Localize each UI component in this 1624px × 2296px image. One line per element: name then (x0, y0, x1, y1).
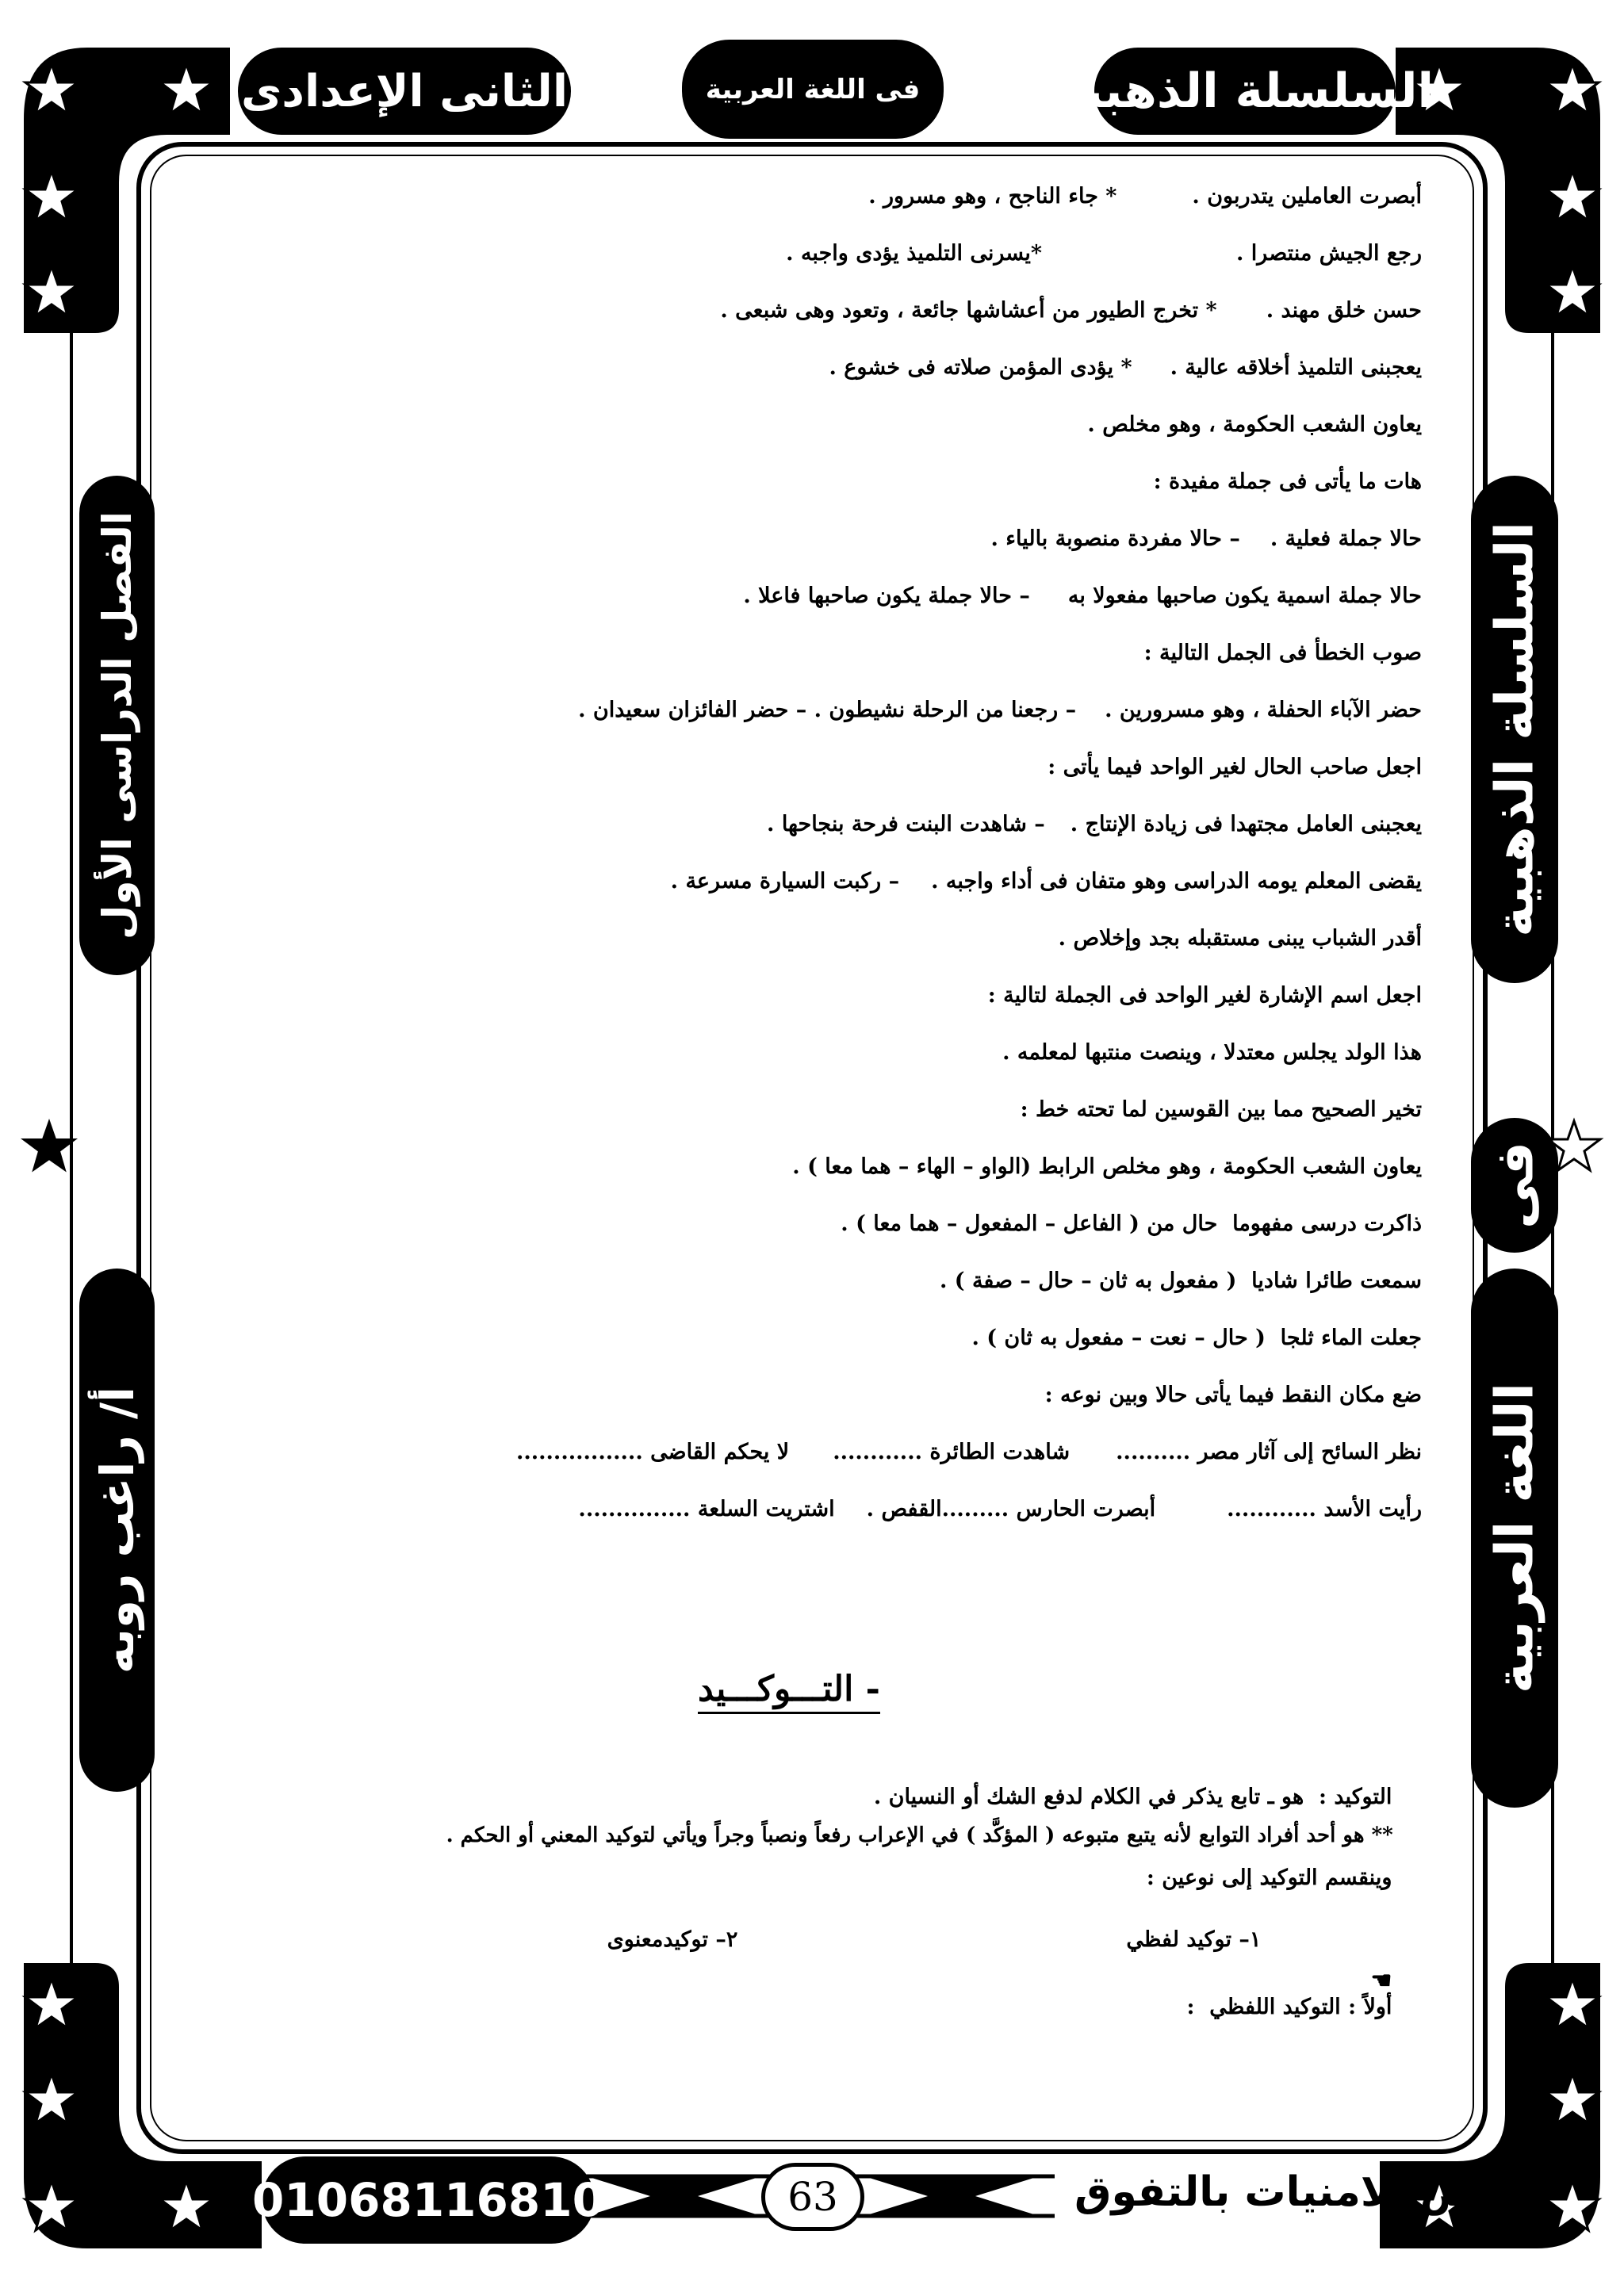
line-segment: – حالا جملة يكون صاحبها فاعلا . (743, 584, 1030, 608)
exercise-line (671, 869, 1422, 894)
exercise-line (743, 584, 1422, 608)
sidebar-term-badge (79, 476, 155, 975)
line-segment: * تخرج الطيور من أعشاشها جائعة ، وتعود وهى شبعى . (720, 298, 1217, 323)
sidebar-subject-badge (1471, 1269, 1558, 1808)
header-grade-text: الثانى الإعدادى (240, 65, 569, 117)
exercise-line (578, 1497, 1422, 1521)
section-heading: - التـــوكـــيد (698, 1669, 880, 1709)
exercise-line (1002, 1040, 1422, 1065)
exercise-line (1059, 926, 1422, 951)
footer-wishes-text: خالص الامنيات بالتفوق (1074, 2168, 1537, 2216)
note-text: ** هو أحد أفراد التوابع لأنه يتبع متبوعه ( المؤكَّد ) في الإعراب رفعاً ونصباً وجراً ويأتي لتوكيد المعني أو الحكم . (446, 1823, 1393, 1847)
footer-phone-badge (252, 2156, 604, 2244)
exercise-line (990, 526, 1422, 551)
exercise-line (1021, 1097, 1422, 1122)
sidebar-term-text: الفصل الدراسى الأول (94, 511, 140, 939)
line-segment: حالا جملة فعلية . (1270, 526, 1422, 551)
line-segment: صوب الخطأ فى الجمل التالية : (1143, 641, 1422, 665)
line-segment: يعاون الشعب الحكومة ، وهو مخلص الرابط (الواو – الهاء – هما معا ) . (792, 1154, 1422, 1179)
header-subject-badge (682, 40, 944, 139)
type2-text: ٢– توكيدمعنوى (607, 1927, 738, 1952)
line-segment: * يؤدى المؤمن صلاته فى خشوع . (829, 355, 1132, 380)
footer-phone-text: 01068116810 (252, 2173, 604, 2227)
header-series-badge (1055, 48, 1434, 135)
exercise-line (1087, 412, 1422, 437)
exercise-line (1144, 641, 1422, 665)
definition-text: التوكيد : هو ـ تابع يذكر في الكلام لدفع الشك أو النسيان . (873, 1785, 1392, 1809)
exercise-line (829, 355, 1422, 380)
line-segment: لا يحكم القاضى ................. (515, 1440, 790, 1464)
line-segment: *يسرنى التلميذ يؤدى واجبه . (786, 241, 1042, 266)
first-line (1187, 1942, 1422, 2044)
footer-page-number-badge (761, 2163, 864, 2231)
line-segment: اشتريت السلعة ............... (578, 1497, 835, 1521)
line-segment: اجعل اسم الإشارة لغير الواحد فى الجملة لتالية : (987, 983, 1422, 1008)
line-segment: يقضى المعلم يومه الدراسى وهو متفان فى أداء واجبه . (931, 869, 1422, 894)
line-segment: رجع الجيش منتصرا . (1236, 241, 1422, 266)
exercise-line (1045, 1383, 1422, 1407)
sidebar-in-text: فى (1484, 1142, 1545, 1229)
sidebar-subject-text: اللغة العربية (1484, 1382, 1545, 1694)
exercise-line (786, 241, 1422, 266)
line-segment: حالا جملة اسمية يكون صاحبها مفعولا به (1067, 584, 1422, 608)
sidebar-author-badge (79, 1269, 155, 1792)
header-grade-badge (238, 48, 571, 135)
exercise-line (516, 1440, 1422, 1464)
line-segment: رأيت الأسد ............ (1227, 1497, 1422, 1521)
line-segment: يعاون الشعب الحكومة ، وهو مخلص . (1087, 412, 1422, 437)
line-segment: – رجعنا من الرحلة نشيطون . – حضر الفائزان سعيدان . (578, 698, 1077, 722)
line-segment: تخير الصحيح مما بين القوسين لما تحته خط : (1020, 1097, 1422, 1122)
sidebar-series-badge (1471, 476, 1558, 983)
line-segment: ذاكرت درسى مفهوما حال من ( الفاعل – المفعول – هما معا ) . (841, 1211, 1422, 1236)
division-text: وينقسم التوكيد إلى نوعين : (1146, 1866, 1392, 1890)
exercise-line (971, 1326, 1422, 1350)
line-segment: – حالا مفردة منصوبة بالياء . (990, 526, 1240, 551)
sidebar-series-text: السلسلة الذهبية (1484, 522, 1545, 937)
type1-text: ١– توكيد لفظي (1126, 1927, 1262, 1952)
exercise-line (940, 1269, 1422, 1293)
header-subject-text: فى اللغة العربية (705, 73, 921, 105)
line-segment: نظر السائح إلى آثار مصر .......... (1116, 1440, 1422, 1464)
exercise-line (792, 1154, 1422, 1179)
exercise-line (841, 1211, 1422, 1236)
exercise-line (868, 184, 1422, 209)
line-segment: حضر الآباء الحفلة ، وهو مسرورين . (1105, 698, 1422, 722)
line-segment: شاهدت الطائرة ............ (833, 1440, 1071, 1464)
exercise-line (767, 812, 1422, 836)
line-segment: يعجبنى العامل مجتهدا فى زيادة الإنتاج . (1070, 812, 1422, 836)
line-segment: يعجبنى التلميذ أخلاقه عالية . (1170, 355, 1422, 380)
line-segment: سمعت طائرا شاديا ( مفعول به ثان – حال – صفة ) . (939, 1269, 1422, 1293)
line-segment: ضع مكان النقط فيما يأتى حالا وبين نوعه : (1044, 1383, 1422, 1407)
line-segment: حسن خلق مهند . (1266, 298, 1422, 323)
header-series-text: السلسلة الذهبية (1055, 63, 1434, 119)
line-segment: أبصرت العاملين يتدربون . (1192, 184, 1422, 209)
exercise-line (1154, 469, 1422, 494)
footer-wishes (1074, 2168, 1537, 2216)
line-segment: أقدر الشباب يبنى مستقبله بجد وإخلاص . (1058, 926, 1422, 951)
line-segment: اجعل صاحب الحال لغير الواحد فيما يأتى : (1048, 755, 1422, 779)
exercise-line (720, 298, 1422, 323)
exercise-line (1048, 755, 1422, 779)
sidebar-in-badge (1471, 1118, 1558, 1253)
line-segment: * جاء الناجح ، وهو مسرور . (868, 184, 1117, 209)
first-text: أولاً : التوكيد اللفظي : (1186, 1995, 1392, 2019)
line-segment: أبصرت الحارس .........القفص . (866, 1497, 1156, 1521)
exercise-line (988, 983, 1422, 1008)
line-segment: – ركبت السيارة مسرعة . (670, 869, 900, 894)
page-number: 63 (787, 2174, 838, 2220)
sidebar-author-text: أ/ راغب روبه (90, 1386, 144, 1674)
line-segment: هات ما يأتى فى جملة مفيدة : (1153, 469, 1422, 494)
line-segment: – شاهدت البنت فرحة بنجاحها . (767, 812, 1045, 836)
exercise-line (578, 698, 1422, 722)
type2-line (607, 1903, 768, 1976)
pointing-hand-icon: ☚ (1370, 1967, 1392, 1995)
line-segment: جعلت الماء ثلجا ( حال – نعت – مفعول به ثان ) . (971, 1326, 1422, 1350)
line-segment: هذا الولد يجلس معتدلا ، وينصت منتبها لمعلمه . (1002, 1040, 1422, 1065)
